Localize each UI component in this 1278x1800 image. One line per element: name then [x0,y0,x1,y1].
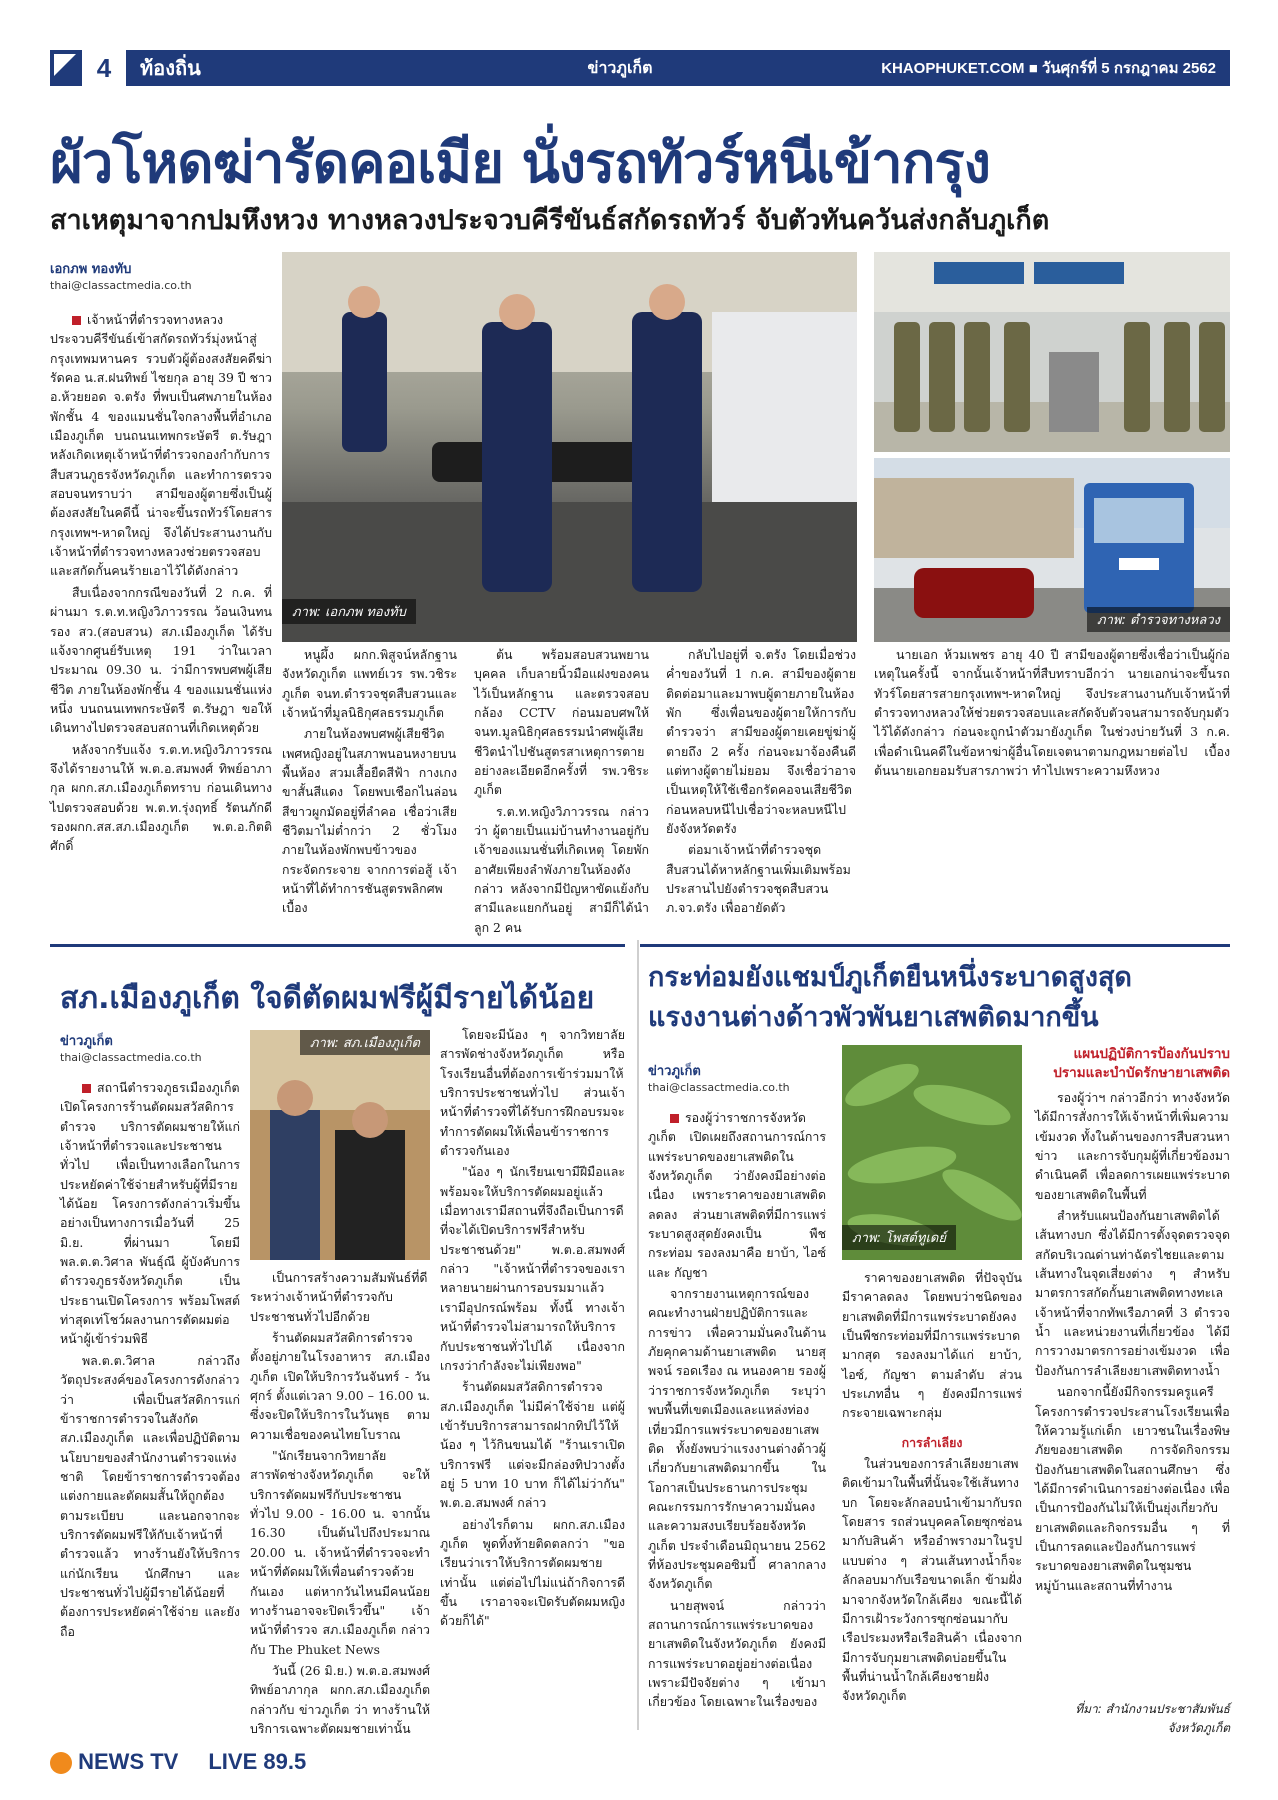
paragraph: หนูผึ้ง ผกก.พิสูจน์หลักฐานจังหวัดภูเก็ต แพทย์เวร รพ.วชิระภูเก็ต จนท.ตำรวจชุดสืบสวนและเจ้าหน้าที่มูลนิธิกุศลธรรมภูเก็ต [282,647,457,721]
paragraph: นอกจากนี้ยังมีกิจกรรมครูแครีโครงการตำรวจประสานโรงเรียนเพื่อให้ความรู้แก่เด็ก เยาวชนในเรื่องพิษภัยของยาเสพติด การจัดกิจกรรมป้องกันยาเสพติดในสถานศึกษา ซึ่งได้มีการดำเนินการอย่างต่อเนื่อง เพื่อเป็นการป้องกันไม่ให้เป็นยุ่งเกี่ยวกับยาเสพติดและกิจกรรมอื่น ๆ ที่เป็นการลดและป้องกันการแพร่ระบาดของยาเสพติดในชุมชนหมู่บ้านและสถานที่ทำงาน [1035,1384,1230,1593]
main-subhead: สาเหตุมาจากปมหึงหวง ทางหลวงประจวบคีรีขันธ์สกัดรถทัวร์ จับตัวทันควันส่งกลับภูเก็ต [50,205,1050,236]
subheading: การลำเลียง [901,1434,963,1450]
story3-byline [648,1060,848,1094]
column-divider [637,940,639,1730]
byline-email: thai@classactmedia.co.th [648,1081,790,1094]
byline-name: ข่าวภูเก็ต [60,1034,113,1049]
paragraph: เป็นการสร้างความสัมพันธ์ที่ดีระหว่างเจ้าหน้าที่ตำรวจกับประชาชนทั่วไปอีกด้วย [250,1270,428,1324]
story2-headline: สภ.เมืองภูเก็ต ใจดีตัดผมฟรีผู้มีรายได้น้อย [60,981,595,1016]
barber-illustration [250,1030,430,1260]
story3-column-2 [842,1268,1022,1738]
paragraph: อย่างไรก็ตาม ผกก.สภ.เมืองภูเก็ต พูดทิ้งท้ายติดตลกว่า "ขอเรียนว่าเราให้บริการตัดผมชายเท่านั้น แต่ต่อไปไม่แน่ถ้ากิจการดีขึ้น เราอาจจะเปิดรับตัดผมหญิงด้วยก็ได้" [440,1516,625,1629]
page-number: 4 [82,50,126,86]
story1-column-5 [874,645,1230,860]
story3-headline-line1: กระท่อมยังแชมป์ภูเก็ตยืนหนึ่งระบาดสูงสุด [648,962,1132,993]
police-group-illustration [874,252,1230,452]
paragraph: กลับไปอยู่ที่ จ.ตรัง โดยเมื่อช่วงค่ำของวันที่ 1 ก.ค. สามีของผู้ตายติดต่อมาและมาพบผู้ตายภายในห้องพัก ซึ่งเพื่อนของผู้ตายให้การกับตำรวจว่า สามีของผู้ตายเคยขู่ฆ่าผู้ตายถึง 2 ครั้ง ก่อนจะมาจ้องคืนดี แต่ทางผู้ตายไม่ยอม จึงเชื่อว่าอาจเป็นเหตุให้ใช้เชือกรัดคอจนเสียชีวิต ก่อนหลบหนีไปเชื่อว่าจะหลบหนีไปยังจังหวัดตรัง [666,647,856,837]
lead-square-icon [72,316,81,325]
bus-photo [874,458,1230,642]
credit-line1: ที่มา: สำนักงานประชาสัมพันธ์ [1075,1702,1230,1716]
corner-mark-icon [50,50,82,86]
paragraph: ราคาของยาเสพติด ที่ปัจจุบันมีราคาลดลง โดยพบว่าชนิดของยาเสพติดที่มีการแพร่ระบาดยังคงเป็นพืชกระท่อมที่มีการแพร่ระบาดมากสุด รองลงมาได้แก่ ยาบ้า, ไอซ์, กัญชา ตามลำดับ ส่วนประเภทอื่น ๆ ยังคงมีการแพร่กระจายเฉพาะกลุ่ม [842,1270,1022,1421]
byline-email: thai@classactmedia.co.th [50,279,192,292]
byline-name: เอกภพ ทองทับ [50,262,132,277]
crime-scene-photo [282,252,857,642]
lead-square-icon [670,1114,679,1123]
section-divider [50,944,625,947]
paragraph: ภายในห้องพบศพผู้เสียชีวิตเพศหญิงอยู่ในสภาพนอนหงายบนพื้นห้อง สวมเสื้อยืดสีฟ้า กางเกงขาสั้นสีแดง โดยพบเชือกไนล่อนสีขาวผูกมัดอยู่ที่ลำคอ เชื่อว่าเสียชีวิตมาไม่ต่ำกว่า 2 ชั่วโมง ภายในห้องพักพบข้าวของกระจัดกระจาย จากการต่อสู้ เจ้าหน้าที่ได้ทำการชันสูตรพลิกศพเบื้อง [282,726,457,916]
story1-byline [50,258,250,292]
live-radio-logo: LIVE 89.5 [208,1749,307,1774]
story3-credit [1035,1700,1230,1738]
crime-scene-illustration [282,252,857,642]
sidebox-title-line1: แผนปฏิบัติการป้องกันปราบ [1073,1046,1230,1062]
story1-column-4 [666,645,856,916]
sidebox-title [1035,1045,1230,1083]
story3-headline-line2: แรงงานต่างด้าวพัวพันยาเสพติดมากขึ้น [648,1002,1099,1033]
police-group-photo [874,252,1230,452]
paragraph: วันนี้ (26 มิ.ย.) พ.ต.อ.สมพงศ์ ทิพย์อาภากุล ผกก.สภ.เมืองภูเก็ต กล่าวกับ ข่าวภูเก็ต ว่า ทางร้านให้บริการเฉพาะตัดผมชายเท่านั้น [250,1662,430,1736]
lead-square-icon [82,1084,91,1093]
paragraph: ร้านตัดผมสวัสดิการตำรวจ สภ.เมืองภูเก็ต ไม่มีค่าใช้จ่าย แต่ผู้เข้ารับบริการสามารถฝากทิปไว้ให้น้อง ๆ ไว้กินขนมได้ "ร้านเราเปิดบริการฟรี แต่จะมีกล่องทิปวางตั้งอยู่ 5 บาท 10 บาท ก็ได้ไม่ว่ากัน" พ.ต.อ.สมพงศ์ กล่าว [440,1379,625,1511]
story1-column-1 [50,310,272,854]
story2-column-3 [440,1025,625,1738]
story2-column-2 [250,1268,430,1738]
credit-line2: จังหวัดภูเก็ต [1167,1721,1230,1735]
masthead-logo: ข่าวภูเก็ต [587,57,653,77]
paragraph: รองผู้ว่าราชการจังหวัดภูเก็ต เปิดเผยถึงสถานการณ์การแพร่ระบาดของยาเสพติดในจังหวัดภูเก็ต ว่ายังคงมีอย่างต่อเนื่อง เพราะราคาของยาเสพติดลดลง ส่วนยาเสพติดที่มีการแพร่ระบาดสูงสุดยังคงเป็น พืชกระท่อม รองลงมาคือ ยาบ้า, ไอซ์ และ กัญชา [648,1110,826,1280]
photo-caption: ภาพ: ตำรวจทางหลวง [1087,607,1230,632]
byline-email: thai@classactmedia.co.th [60,1051,202,1064]
story2-byline [60,1030,260,1064]
paragraph: ร.ต.ท.หญิงวิภาวรรณ กล่าวว่า ผู้ตายเป็นแม่บ้านทำงานอยู่กับเจ้าของแมนชั่นที่เกิดเหตุ โดยพักอาศัยเพียงลำพังภายในห้องดังกล่าว หลังจากมีปัญหาขัดแย้งกับสามีและแยกกันอยู่ สามีก็ได้นำลูก 2 คน [474,803,649,935]
paragraph: ต้น พร้อมสอบสวนพยานบุคคล เก็บลายนิ้วมือแฝงของคนไว้เป็นหลักฐาน และตรวจสอบกล้อง CCTV ก่อนมอบศพให้ จนท.มูลนิธิกุศลธรรมนำศพผู้เสียชีวิตนำไปชันสูตรสาเหตุการตายอย่างละเอียดอีกครั้งที่ รพ.วชิระภูเก็ต [474,647,649,798]
story2-column-1 [60,1078,240,1738]
story3-column-1 [648,1108,826,1738]
paragraph: หลังจากรับแจ้ง ร.ต.ท.หญิงวิภาวรรณ จึงได้รายงานให้ พ.ต.อ.สมพงศ์ ทิพย์อาภากุล ผกก.สภ.เมืองภูเก็ตทราบ ก่อนเดินทางไปตรวจสอบด้วย พ.ต.ท.รุ่งฤทธิ์ รัตนภักดี รองผกก.สส.สภ.เมืองภูเก็ต พ.ต.อ.กิตติศักดิ์ [50,741,272,854]
story1-column-2 [282,645,457,916]
page-header [50,50,1230,86]
story3-column-3 [1035,1088,1230,1696]
photo-caption: ภาพ: เอกภพ ทองทับ [282,599,416,624]
byline-name: ข่าวภูเก็ต [648,1064,701,1079]
paragraph: "น้อง ๆ นักเรียนเขามีฝีมือและพร้อมจะให้บริการตัดผมอยู่แล้ว เมื่อทางเรามีสถานที่จึงถือเป็นการดีที่จะได้เปิดบริการฟรีสำหรับประชาชนด้วย" พ.ต.อ.สมพงศ์ กล่าว "เจ้าหน้าที่ตำรวจของเราหลายนายผ่านการอบรมมาแล้ว เรามีอุปกรณ์พร้อม ทั้งนี้ ทางเจ้าหน้าที่ตำรวจไม่สามารถให้บริการกับประชาชนทั่วไปได้ เนื่องจากเกรงว่ากำลังจะไม่เพียงพอ" [440,1164,625,1373]
paragraph: ร้านตัดผมสวัสดิการตำรวจ ตั้งอยู่ภายในโรงอาหาร สภ.เมืองภูเก็ต เปิดให้บริการวันจันทร์ - วันศุกร์ ตั้งแต่เวลา 9.00 – 16.00 น. ซึ่งจะปิดให้บริการในวันพุธ ตามความเชื่อของคนไทยโบราณ [250,1330,430,1442]
paragraph: โดยจะมีน้อง ๆ จากวิทยาลัยสารพัดช่างจังหวัดภูเก็ต หรือโรงเรียนอื่นที่ต้องการเข้าร่วมมาให้บริการประชาชนทั่วไป ส่วนเจ้าหน้าที่ตำรวจที่ได้รับการฝึกอบรมจะทำการตัดผมให้เพื่อนข้าราชการตำรวจกันเอง [440,1027,625,1159]
paragraph: สืบเนื่องจากกรณีของวันที่ 2 ก.ค. ที่ผ่านมา ร.ต.ท.หญิงวิภาวรรณ ว้อนเงินทนรอง สว.(สอบสวน) สภ.เมืองภูเก็ต ได้รับแจ้งจากศูนย์รับเหตุ 191 ว่าในเวลาประมาณ 09.30 น. ว่ามีการพบศพผู้เสียชีวิต ภายในห้องพักชั้น 4 ของแมนชั่นแห่งหนึ่ง บนถนนเทพกระษัตรี ต.รัษฎา ขอให้เดินทางไปตรวจสอบสถานที่เกิดเหตุด้วย [50,584,272,736]
kratom-leaves-photo [842,1045,1022,1260]
section-divider [640,944,1230,947]
paragraph: เจ้าหน้าที่ตำรวจทางหลวงประจวบคีรีขันธ์เข้าสกัดรถทัวร์มุ่งหน้าสู่กรุงเทพมหานคร รวบตัวผู้ต้องสงสัยคดีฆ่ารัดคอ น.ส.ฝนทิพย์ ไชยกุล อายุ 39 ปี ชาว อ.ห้วยยอด จ.ตรัง ที่พบเป็นศพภายในห้องพักชั้น 4 ของแมนชั่นใจกลางพื้นที่อำเภอเมืองภูเก็ต บนถนนเทพกระษัตรี ต.รัษฎา หลังเกิดเหตุเจ้าหน้าที่ตำรวจกองกำกับการสืบสวนภูธรจังหวัดภูเก็ต และทำการตรวจสอบจนทราบว่า สามีของผู้ตายซึ่งเป็นผู้ต้องสงสัยในคดีนี้ น่าจะขึ้นรถทัวร์โดยสาร กรุงเทพฯ-หาดใหญ่ จึงได้ประสานงานกับเจ้าหน้าที่ตำรวจทางหลวงช่วยตรวจสอบและสกัดกั้นคนร้ายเอาไว้ได้ดังกล่าว [50,312,272,579]
barber-photo [250,1030,430,1260]
paragraph: สำหรับแผนป้องกันยาเสพติดได้เส้นทางบก ซึ่งได้มีการตั้งจุดตรวจจุดสกัดบริเวณด่านท่าฉัตรไชยและตามเส้นทางในจุดเสี่ยงต่าง ๆ สำหรับมาตรการสกัดกั้นยาเสพติดทางทะเล เจ้าหน้าที่จากทัพเรือภาคที่ 3 ตำรวจน้ำ และหน่วยงานที่เกี่ยวข้อง ได้มีการวางมาตรการอย่างเข้มงวด เพื่อป้องกันการลำเลียงยาเสพติดทางน้ำ [1035,1208,1230,1378]
page-footer [50,1744,1230,1780]
news-tv-logo: NEWS TV [50,1749,178,1775]
paragraph: ต่อมาเจ้าหน้าที่ตำรวจชุดสืบสวนได้หาหลักฐานเพิ่มเติมพร้อมประสานไปยังตำรวจชุดสืบสวน ภ.จว.ตรัง เพื่ออายัดตัว [666,842,851,916]
paragraph: "นักเรียนจากวิทยาลัยสารพัดช่างจังหวัดภูเก็ต จะให้บริการตัดผมฟรีกับประชาชนทั่วไป 9.00 - 16.00 น. จากนั้น 16.30 เป็นต้นไปถึงประมาณ 20.00 น. เจ้าหน้าที่ตำรวจจะทำหน้าที่ตัดผมให้เพื่อนตำรวจด้วยกันเอง แต่หากวันไหนมีคนน้อยทางร้านอาจจะปิดเร็วขึ้น" เจ้าหน้าที่ตำรวจ สภ.เมืองภูเก็ต กล่าวกับ The Phuket News [250,1448,430,1657]
paragraph: นายเอก ห้วมเพชร อายุ 40 ปี สามีของผู้ตายซึ่งเชื่อว่าเป็นผู้ก่อเหตุในครั้งนี้ จากนั้นเจ้าหน้าที่สืบทราบอีกว่า นายเอกน่าจะขึ้นรถทัวร์โดยสารสายกรุงเทพฯ-หาดใหญ่ จึงประสานงานกับเจ้าหน้าที่ตำรวจทางหลวงให้ช่วยตรวจสอบและสกัดจับตัวจนสามารถจับกุมตัวไว้ได้ดังกล่าว ก่อนจะถูกนำตัวมายังภูเก็ต ในช่วงบ่ายวันที่ 3 ก.ค. เพื่อดำเนินคดีในข้อหาฆ่าผู้อื่นโดยเจตนาตามกฎหมายต่อไป เบื้องต้นนายเอกยอมรับสารภาพว่า ทำไปเพราะความหึงหวง [874,647,1230,779]
main-headline: ผัวโหดฆ่ารัดคอเมีย นั่งรถทัวร์หนีเข้ากรุง [50,131,990,196]
photo-caption: ภาพ: สภ.เมืองภูเก็ต [300,1030,430,1055]
paragraph: ในส่วนของการลำเลียงยาเสพติดเข้ามาในพื้นที่นั้นจะใช้เส้นทางบก โดยจะลักลอบนำเข้ามากับรถโดยสาร รถส่วนบุคคลโดยซุกซ่อนมากับสินค้า หรืออำพรางมาในรูปแบบต่าง ๆ ส่วนเส้นทางน้ำก็จะลักลอบมากับเรือขนาดเล็ก ข้ามฝั่งมาจากจังหวัดใกล้เคียง ขณะนี้ได้มีการเฝ้าระวังการซุกซ่อนมากับเรือประมงหรือเรือสินค้า เนื่องจากมีการจับกุมยาเสพติดบ่อยขึ้นในพื้นที่น่านน้ำใกล้เคียงชายฝั่งจังหวัดภูเก็ต [842,1456,1022,1704]
paragraph: นายสุพจน์ กล่าวว่า สถานการณ์การแพร่ระบาดของยาเสพติดในจังหวัดภูเก็ต ยังคงมีการแพร่ระบาดอยู่อย่างต่อเนื่อง เพราะมีปัจจัยต่าง ๆ เข้ามาเกี่ยวข้อง โดยเฉพาะในเรื่องของ [648,1597,826,1710]
paragraph: สถานีตำรวจภูธรเมืองภูเก็ต เปิดโครงการร้านตัดผมสวัสดิการตำรวจ บริการตัดผมชายให้แก่ เจ้าหน้าที่ตำรวจและประชาชนทั่วไป เพื่อเป็นทางเลือกในการประหยัดค่าใช้จ่ายสำหรับผู้ที่มีรายได้น้อย โครงการดังกล่าวเริ่มขึ้นอย่างเป็นทางการเมื่อวันที่ 25 มิ.ย. ที่ผ่านมา โดยมี พล.ต.ต.วิศาล พันธุ์ณี ผู้บังคับการตำรวจภูธรจังหวัดภูเก็ต เป็นประธานเปิดโครงการ พร้อมโพสต์ท่าสุดเท่โชว์ผลงานการตัดผมต่อหน้าผู้เข้าร่วมพิธี [60,1080,240,1347]
paragraph: จากรายงานเหตุการณ์ของคณะทำงานฝ่ายปฏิบัติการและการข่าว เพื่อความมั่นคงในด้านภัยคุกคามด้านยาเสพติด นายสุพจน์ รอดเรือง ณ หนองคาย รองผู้ว่าราชการจังหวัดภูเก็ต ระบุว่า พบพื้นที่เขตเมืองและแหล่งท่องเที่ยวมีการแพร่ระบาดของยาเสพติด ทั้งยังพบว่าแรงงานต่างด้าวผู้เกี่ยวกับยาเสพติดมากขึ้น ในโอกาสเป็นประธานการประชุมคณะกรรมการรักษาความมั่นคงและความสงบเรียบร้อยจังหวัดภูเก็ต ประจำเดือนมิถุนายน 2562 ที่ห้องประชุมคอซิมบี้ ศาลากลางจังหวัดภูเก็ต [648,1286,826,1592]
logo-circle-icon [50,1752,72,1774]
paragraph: รองผู้ว่าฯ กล่าวอีกว่า ทางจังหวัดได้มีการสั่งการให้เจ้าหน้าที่เพิ่มความเข้มงวด ทั้งในด้านของการสืบสวนหาข่าว และการจับกุมผู้ที่เกี่ยวข้องมาดำเนินคดี เพื่อลดการเผยแพร่ระบาดของยาเสพติดในพื้นที่ [1035,1090,1230,1202]
sidebox-title-line2: ปรามและบำบัดรักษายาเสพติด [1053,1064,1230,1081]
paragraph: พล.ต.ต.วิศาล กล่าวถึงวัตถุประสงค์ของโครงการดังกล่าวว่า เพื่อเป็นสวัสดิการแก่ข้าราชการตำรวจในสังกัด สภ.เมืองภูเก็ต และเพื่อปฏิบัติตามนโยบายของสำนักงานตำรวจแห่งชาติ โดยข้าราชการตำรวจต้องแต่งกายและตัดผมสั้นให้ถูกต้องตามระเบียบ และนอกจากจะบริการตัดผมฟรีให้กับเจ้าหน้าที่ตำรวจแล้ว ทางร้านยังให้บริการแก่นักเรียน นักศึกษา และประชาชนทั่วไปผู้มีรายได้น้อยที่ต้องการประหยัดค่าใช้จ่าย และยังถือ [60,1352,240,1639]
story1-column-3 [474,645,649,935]
section-title: ท้องถิ่น [140,56,201,80]
dateline: KHAOPHUKET.COM ■ วันศุกร์ที่ 5 กรกฎาคม 2562 [881,60,1216,77]
photo-caption: ภาพ: โพสต์ทูเดย์ [842,1225,956,1250]
